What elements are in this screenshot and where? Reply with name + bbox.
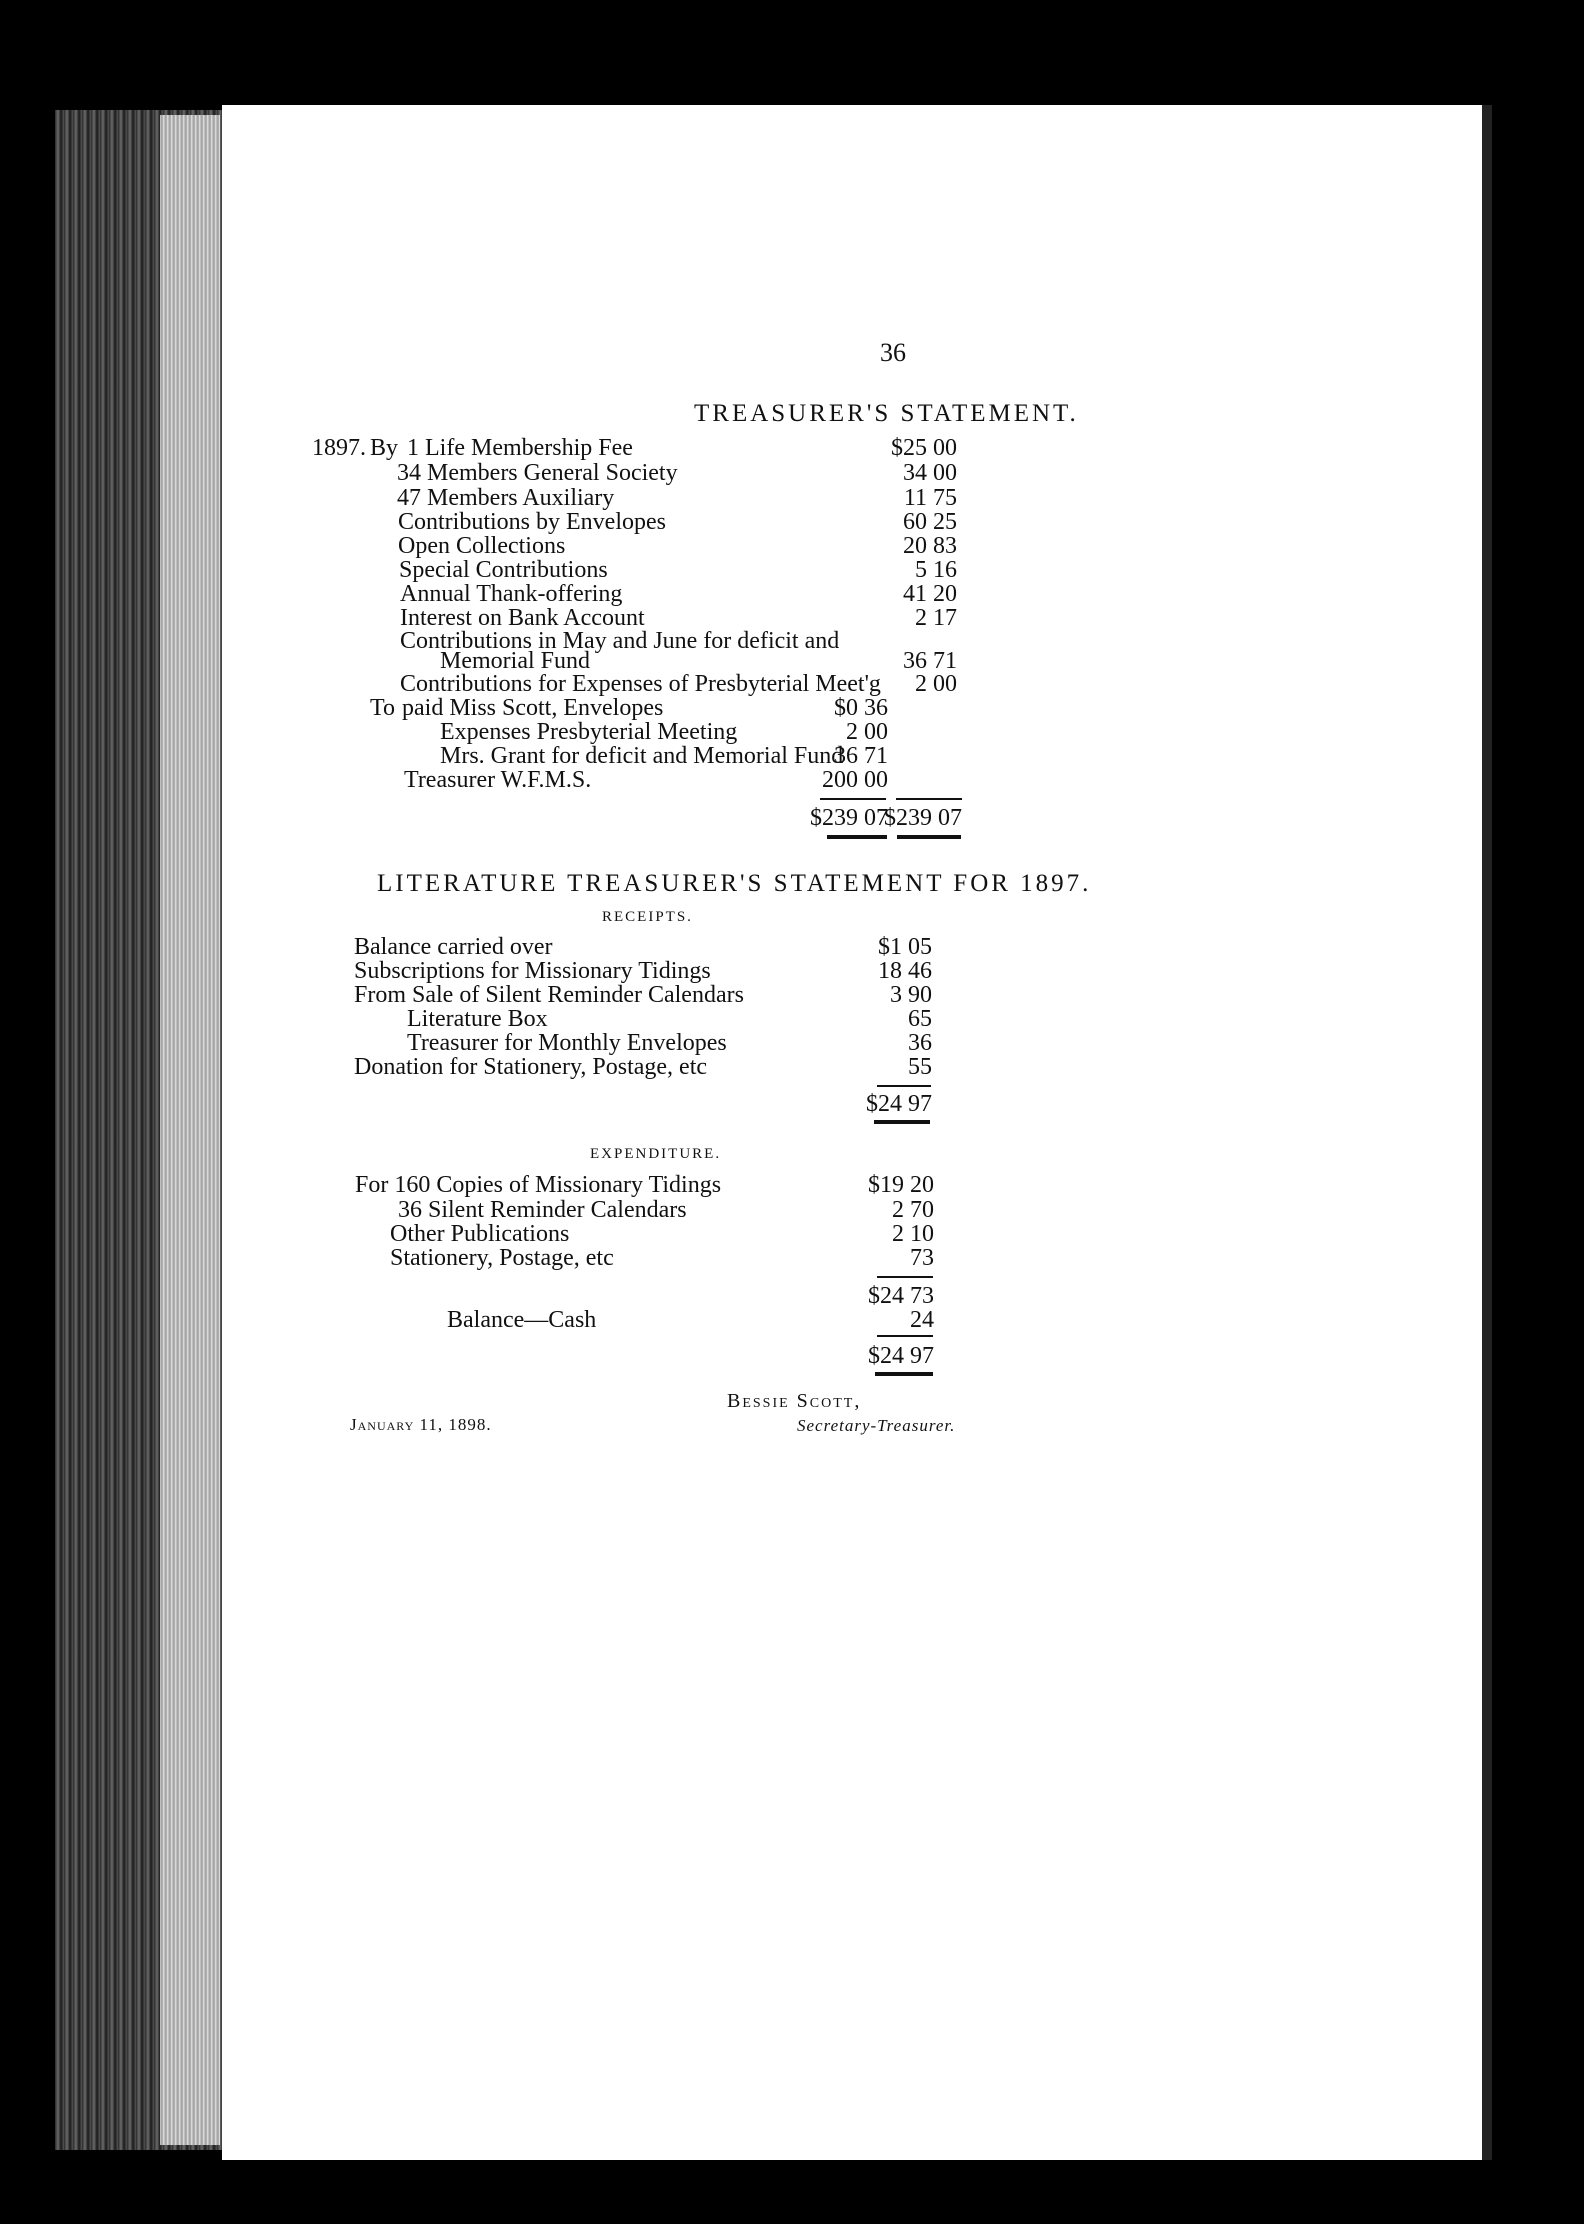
debit-amount: 36 71	[834, 743, 888, 769]
receipt-line: Donation for Stationery, Postage, etc	[354, 1054, 708, 1080]
expenditure-line: 36 Silent Reminder Calendars	[398, 1197, 687, 1223]
double-rule	[897, 835, 961, 839]
receipt-amount: 3 90	[890, 982, 932, 1008]
credit-amount: 2 17	[915, 605, 957, 631]
expenditure-amount: 2 70	[892, 1197, 934, 1223]
page-number: 36	[880, 338, 906, 367]
credit-line: Contributions in May and June for deficit and	[400, 628, 840, 654]
grand-total: $24 97	[868, 1343, 934, 1369]
double-rule	[875, 1372, 933, 1376]
credit-amount: 5 16	[915, 557, 957, 583]
rule	[877, 1335, 933, 1337]
credit-amount: 2 00	[915, 671, 957, 697]
credit-line-continued: Memorial Fund	[440, 648, 590, 674]
signature-date: January 11, 1898.	[350, 1415, 492, 1434]
double-rule	[874, 1120, 930, 1124]
debit-amount: 200 00	[822, 767, 888, 793]
expenditure-line: For 160 Copies of Missionary Tidings	[355, 1172, 722, 1198]
credit-amount: 60 25	[903, 509, 957, 535]
credit-line: Contributions by Envelopes	[398, 509, 666, 535]
debit-amount: 2 00	[846, 719, 888, 745]
rule	[877, 1085, 931, 1087]
receipt-amount: 18 46	[878, 958, 932, 984]
balance-line: Balance—Cash	[447, 1307, 597, 1333]
expenditure-amount: $19 20	[868, 1172, 934, 1198]
receipts-heading: RECEIPTS.	[602, 909, 693, 925]
credit-line: 47 Members Auxiliary	[397, 485, 615, 511]
by-label: By	[370, 435, 399, 461]
debit-amount: $0 36	[834, 695, 888, 721]
credit-line: Open Collections	[398, 533, 566, 559]
expenditure-subtotal: $24 73	[868, 1283, 934, 1309]
credit-amount: $25 00	[891, 435, 957, 461]
signature-name: Bessie Scott,	[727, 1390, 862, 1412]
credit-amount: 41 20	[903, 581, 957, 607]
expenditure-line: Other Publications	[390, 1221, 570, 1247]
treasurer-title: TREASURER'S STATEMENT.	[694, 400, 1079, 427]
receipt-amount: 65	[908, 1006, 932, 1032]
next-page-edge	[1482, 105, 1492, 2160]
rule	[896, 798, 962, 800]
debit-line: paid Miss Scott, Envelopes	[402, 695, 664, 721]
document-page	[222, 105, 1482, 2160]
receipt-line: Subscriptions for Missionary Tidings	[354, 958, 711, 984]
credit-line: Contributions for Expenses of Presbyterial Meet'g	[400, 671, 881, 697]
receipt-line: From Sale of Silent Reminder Calendars	[354, 982, 744, 1008]
expenditure-heading: EXPENDITURE.	[590, 1146, 722, 1162]
credit-amount: 20 83	[903, 533, 957, 559]
balance-amount: 24	[910, 1307, 934, 1333]
total-credit: $239 07	[884, 805, 962, 831]
credit-line: 34 Members General Society	[397, 460, 678, 486]
to-label: To	[370, 695, 395, 721]
receipt-line: Literature Box	[407, 1006, 548, 1032]
credit-amount: 36 71	[903, 648, 957, 674]
receipt-amount: $1 05	[878, 934, 932, 960]
expenditure-amount: 2 10	[892, 1221, 934, 1247]
credit-line: Annual Thank-offering	[400, 581, 623, 607]
credit-line: Special Contributions	[399, 557, 608, 583]
debit-line: Mrs. Grant for deficit and Memorial Fund	[440, 743, 844, 769]
credit-amount: 11 75	[903, 485, 957, 511]
receipt-line: Balance carried over	[354, 934, 553, 960]
debit-line: Treasurer W.F.M.S.	[404, 767, 592, 793]
rule	[877, 1276, 933, 1278]
debit-line: Expenses Presbyterial Meeting	[440, 719, 738, 745]
credit-line: 1 Life Membership Fee	[407, 435, 633, 461]
receipt-amount: 55	[908, 1054, 932, 1080]
receipt-amount: 36	[908, 1030, 932, 1056]
signature-role: Secretary-Treasurer.	[797, 1416, 956, 1435]
literature-title: LITERATURE TREASURER'S STATEMENT FOR 1897.	[377, 870, 1092, 897]
page-edges	[160, 115, 220, 2145]
receipt-line: Treasurer for Monthly Envelopes	[407, 1030, 727, 1056]
expenditure-line: Stationery, Postage, etc	[390, 1245, 614, 1271]
double-rule	[827, 835, 887, 839]
credit-line: Interest on Bank Account	[400, 605, 645, 631]
credit-amount: 34 00	[903, 460, 957, 486]
rule	[820, 798, 886, 800]
expenditure-amount: 73	[910, 1245, 934, 1271]
total-debit: $239 07	[810, 805, 888, 831]
receipts-total: $24 97	[866, 1091, 932, 1117]
year-label: 1897.	[312, 435, 366, 461]
